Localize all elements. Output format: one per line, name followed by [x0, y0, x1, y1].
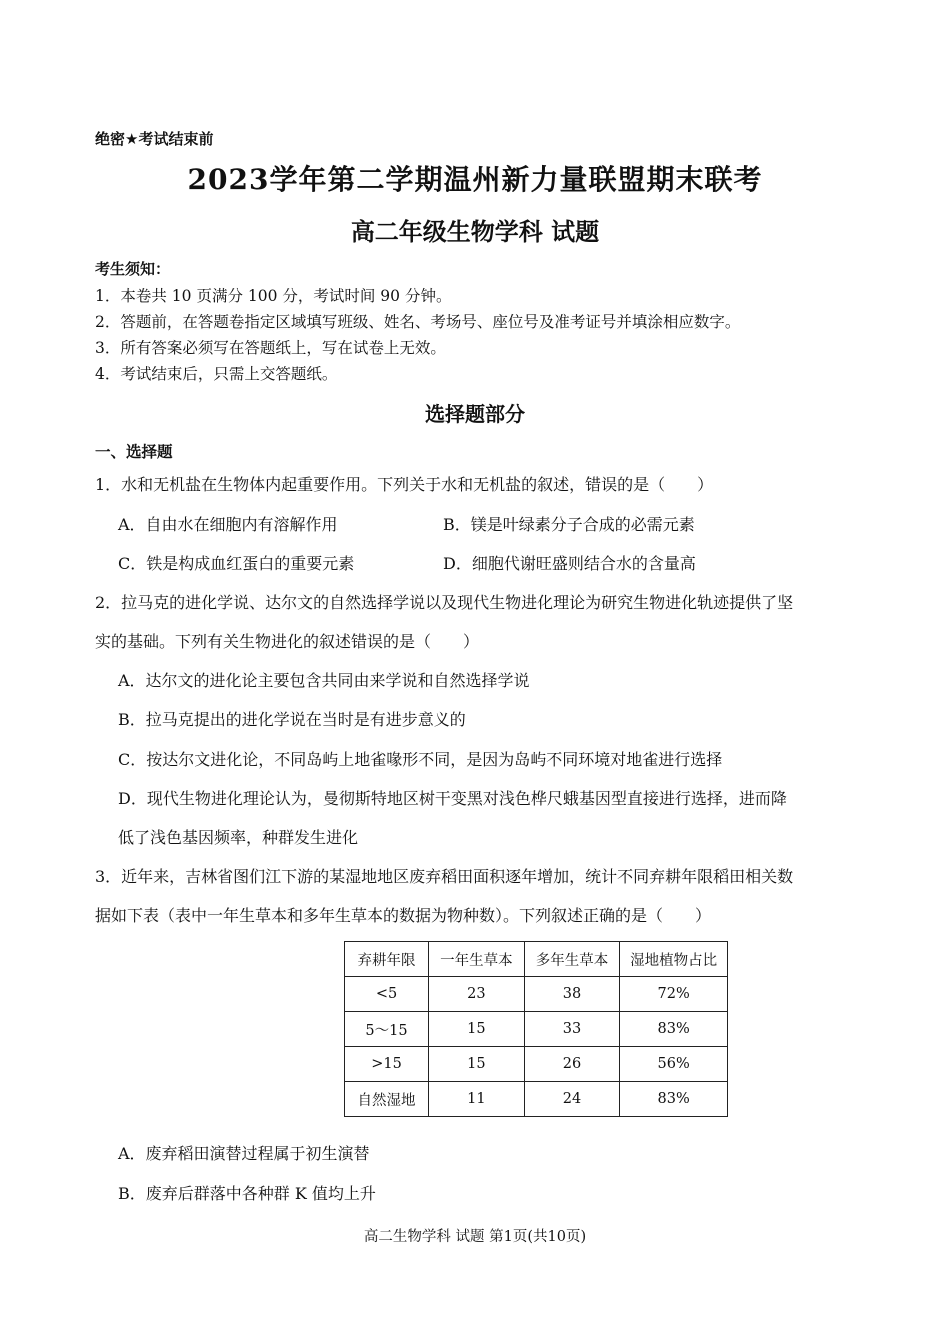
table-header-cell: 弃耕年限 — [345, 942, 429, 977]
q1-option-c: C．铁是构成血红蛋白的重要元素 — [118, 554, 355, 573]
notice-item: 3．所有答案必须写在答题纸上，写在试卷上无效。 — [95, 339, 446, 357]
table-row — [345, 1047, 728, 1082]
q2-option-a: A．达尔文的进化论主要包含共同由来学说和自然选择学说 — [118, 671, 530, 690]
table-header-cell: 多年生草本 — [524, 942, 620, 977]
q2-option-b: B．拉马克提出的进化学说在当时是有进步意义的 — [118, 710, 466, 729]
abandonment-data-table — [344, 941, 728, 1117]
question-2-stem-line2: 实的基础。下列有关生物进化的叙述错误的是（ ） — [95, 632, 480, 651]
table-cell: 72% — [620, 977, 728, 1012]
notice-item: 2．答题前，在答题卷指定区域填写班级、姓名、考场号、座位号及准考证号并填涂相应数字。 — [95, 313, 741, 331]
q2-option-d: D．现代生物进化理论认为，曼彻斯特地区树干变黑对浅色桦尺蛾基因型直接进行选择，进而降 — [118, 789, 787, 808]
exam-subtitle: 高二年级生物学科 试题 — [350, 217, 600, 246]
table-cell: >15 — [345, 1047, 429, 1082]
table-row — [345, 977, 728, 1012]
q3-option-a: A．废弃稻田演替过程属于初生演替 — [118, 1144, 370, 1163]
table-row — [345, 1012, 728, 1047]
table-cell: 83% — [620, 1082, 728, 1117]
table-cell: 自然湿地 — [345, 1082, 429, 1117]
table-cell: 5～15 — [345, 1012, 429, 1047]
q3-option-b: B．废弃后群落中各种群 K 值均上升 — [118, 1184, 376, 1203]
question-2-stem-line1: 2．拉马克的进化学说、达尔文的自然选择学说以及现代生物进化理论为研究生物进化轨迹提供了坚 — [95, 593, 794, 612]
q2-option-c: C．按达尔文进化论，不同岛屿上地雀喙形不同，是因为岛屿不同环境对地雀进行选择 — [118, 750, 723, 769]
table-header-cell: 湿地植物占比 — [620, 942, 728, 977]
page-footer: 高二生物学科 试题 第1页(共10页) — [363, 1229, 587, 1245]
table-header-row — [345, 942, 728, 977]
exam-title: 2023学年第二学期温州新力量联盟期末联考 — [187, 163, 763, 196]
confidential-label: 绝密★考试结束前 — [95, 130, 214, 148]
q2-option-d-continued: 低了浅色基因频率，种群发生进化 — [118, 828, 359, 847]
q1-option-d: D．细胞代谢旺盛则结合水的含量高 — [443, 554, 696, 573]
table-cell: 33 — [524, 1012, 620, 1047]
table-row — [345, 1082, 728, 1117]
section-title: 选择题部分 — [425, 402, 525, 426]
table-cell: 15 — [429, 1012, 525, 1047]
part-title: 一、选择题 — [95, 443, 173, 461]
notice-heading: 考生须知： — [95, 260, 171, 278]
question-3-stem-line2: 据如下表（表中一年生草本和多年生草本的数据为物种数）。下列叙述正确的是（ ） — [95, 906, 712, 925]
table-cell: 23 — [429, 977, 525, 1012]
table-cell: 83% — [620, 1012, 728, 1047]
notice-item: 1．本卷共 10 页满分 100 分，考试时间 90 分钟。 — [95, 287, 452, 305]
table-cell: 24 — [524, 1082, 620, 1117]
question-1-stem: 1．水和无机盐在生物体内起重要作用。下列关于水和无机盐的叙述，错误的是（ ） — [95, 475, 714, 494]
table-cell: 38 — [524, 977, 620, 1012]
table-header-cell: 一年生草本 — [429, 942, 525, 977]
q1-option-a: A．自由水在细胞内有溶解作用 — [118, 515, 338, 534]
question-3-stem-line1: 3．近年来，吉林省图们江下游的某湿地地区废弃稻田面积逐年增加，统计不同弃耕年限稻田相关数 — [95, 867, 794, 886]
table-cell: 15 — [429, 1047, 525, 1082]
table-cell: 56% — [620, 1047, 728, 1082]
notice-item: 4．考试结束后，只需上交答题纸。 — [95, 365, 338, 383]
q1-option-b: B．镁是叶绿素分子合成的必需元素 — [443, 515, 695, 534]
table-cell: <5 — [345, 977, 429, 1012]
table-cell: 26 — [524, 1047, 620, 1082]
table-cell: 11 — [429, 1082, 525, 1117]
